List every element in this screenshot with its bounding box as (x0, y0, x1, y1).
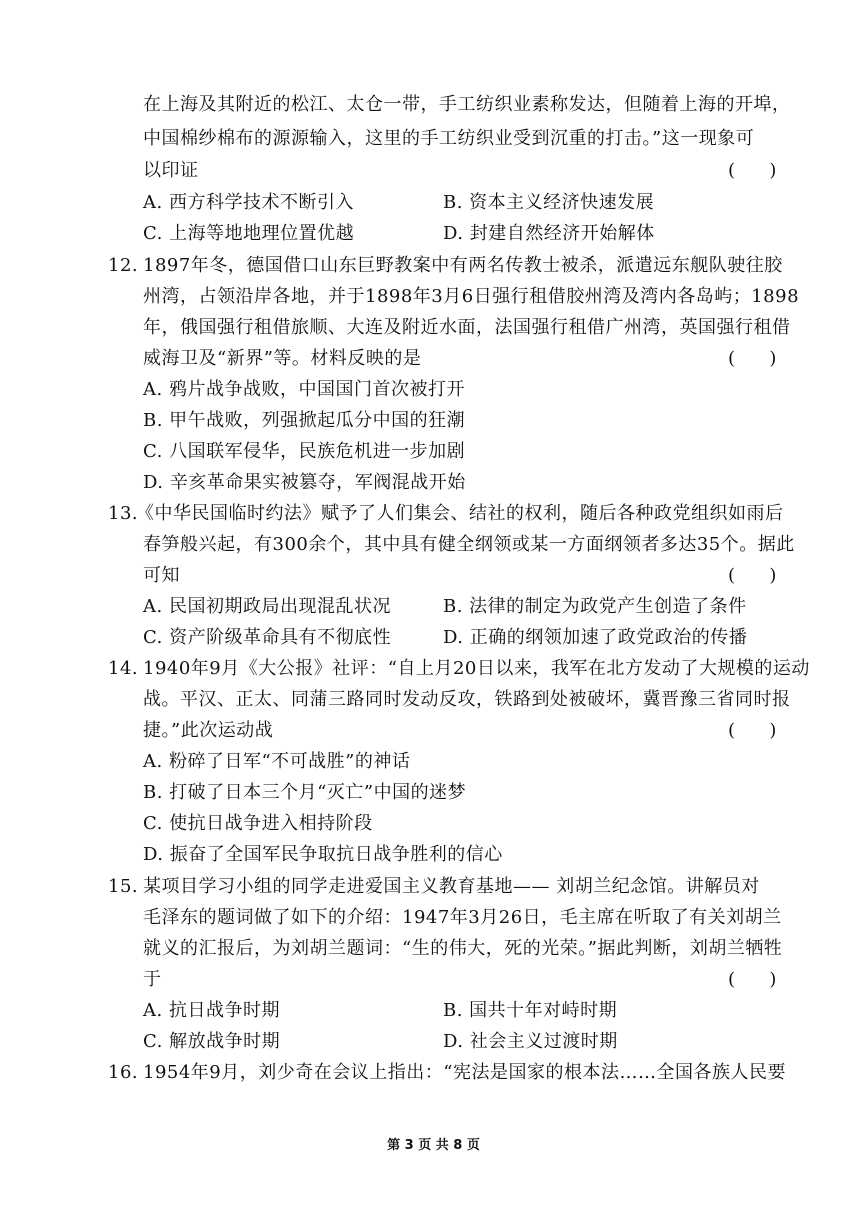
q15-option-d: D. 社会主义过渡时期 (443, 1031, 618, 1052)
page-number-footer: 第 3 页 共 8 页 (387, 1138, 480, 1153)
q14-stem-line-3: 捷。”此次运动战 (143, 720, 274, 741)
q15-stem-line-2: 毛泽东的题词做了如下的介绍：1947年3月26日，毛主席在听取了有关刘胡兰 (143, 907, 782, 928)
q12-option-a: A. 鸦片战争战败，中国国门首次被打开 (143, 379, 465, 400)
q15-number: 15. (108, 876, 139, 897)
q13-stem-line-3: 可知 (143, 565, 180, 586)
q15-answer-paren: ( ) (728, 969, 777, 990)
q14-option-d: D. 振奋了全国军民争取抗日战争胜利的信心 (143, 844, 503, 865)
q11-option-d: D. 封建自然经济开始解体 (443, 223, 655, 244)
q12-stem-line-1: 1897年冬，德国借口山东巨野教案中有两名传教士被杀，派遣远东舰队驶往胶 (143, 255, 783, 276)
q14-option-c: C. 使抗日战争进入相持阶段 (143, 813, 373, 834)
q15-stem-line-4: 于 (143, 969, 162, 990)
q14-number: 14. (108, 658, 139, 679)
q12-number: 12. (108, 255, 139, 276)
q12-stem-line-2: 州湾，占领沿岸各地，并于1898年3月6日强行租借胶州湾及湾内各岛屿；1898 (143, 286, 800, 307)
q11-stem-line-1: 在上海及其附近的松江、太仓一带，手工纺织业素称发达，但随着上海的开埠， (143, 94, 791, 115)
q13-answer-paren: ( ) (728, 565, 777, 586)
q13-stem-line-2: 春笋般兴起，有300余个，其中具有健全纲领或某一方面纲领者多达35个。据此 (143, 534, 795, 555)
q13-stem-line-1: 《中华民国临时约法》赋予了人们集会、结社的权利，随后各种政党组织如雨后 (136, 503, 784, 524)
q11-option-c: C. 上海等地地理位置优越 (143, 223, 355, 244)
q15-stem-line-3: 就义的汇报后，为刘胡兰题词：“生的伟大，死的光荣。”据此判断，刘胡兰牺牲 (143, 938, 783, 959)
q15-option-c: C. 解放战争时期 (143, 1031, 281, 1052)
q13-number: 13. (108, 503, 139, 524)
q16-number: 16. (108, 1062, 139, 1083)
q16-stem-line-1: 1954年9月，刘少奇在会议上指出：“宪法是国家的根本法……全国各族人民要 (143, 1062, 786, 1083)
q12-option-d: D. 辛亥革命果实被篡夺，军阀混战开始 (143, 472, 466, 493)
q15-stem-line-1: 某项目学习小组的同学走进爱国主义教育基地—— 刘胡兰纪念馆。讲解员对 (143, 876, 760, 897)
q13-option-c: C. 资产阶级革命具有不彻底性 (143, 627, 392, 648)
q14-option-b: B. 打破了日本三个月“灭亡”中国的迷梦 (143, 782, 467, 803)
q14-stem-line-1: 1940年9月《大公报》社评：“自上月20日以来，我军在北方发动了大规模的运动 (143, 658, 810, 679)
q11-option-b: B. 资本主义经济快速发展 (443, 192, 655, 213)
q14-stem-line-2: 战。平汉、正太、同蒲三路同时发动反攻，铁路到处被破坏，冀晋豫三省同时报 (143, 689, 791, 710)
q13-option-a: A. 民国初期政局出现混乱状况 (143, 596, 391, 617)
q13-option-d: D. 正确的纲领加速了政党政治的传播 (443, 627, 748, 648)
q12-option-b: B. 甲午战败，列强掀起瓜分中国的狂潮 (143, 410, 466, 431)
q15-option-b: B. 国共十年对峙时期 (443, 1000, 618, 1021)
q11-stem-line-3: 以印证 (143, 160, 199, 181)
q11-stem-line-2: 中国棉纱棉布的源源输入，这里的手工纺织业受到沉重的打击。”这一现象可 (143, 128, 755, 149)
q12-answer-paren: ( ) (728, 348, 777, 369)
q11-option-a: A. 西方科学技术不断引入 (143, 192, 354, 213)
q13-option-b: B. 法律的制定为政党产生创造了条件 (443, 596, 747, 617)
q12-option-c: C. 八国联军侵华，民族危机进一步加剧 (143, 441, 466, 462)
q12-stem-line-3: 年，俄国强行租借旅顺、大连及附近水面，法国强行租借广州湾，英国强行租借 (143, 317, 791, 338)
q15-option-a: A. 抗日战争时期 (143, 1000, 280, 1021)
q14-option-a: A. 粉碎了日军“不可战胜”的神话 (143, 751, 411, 772)
q11-answer-paren: ( ) (728, 160, 777, 181)
q14-answer-paren: ( ) (728, 720, 777, 741)
q12-stem-line-4: 威海卫及“新界”等。材料反映的是 (143, 348, 422, 369)
